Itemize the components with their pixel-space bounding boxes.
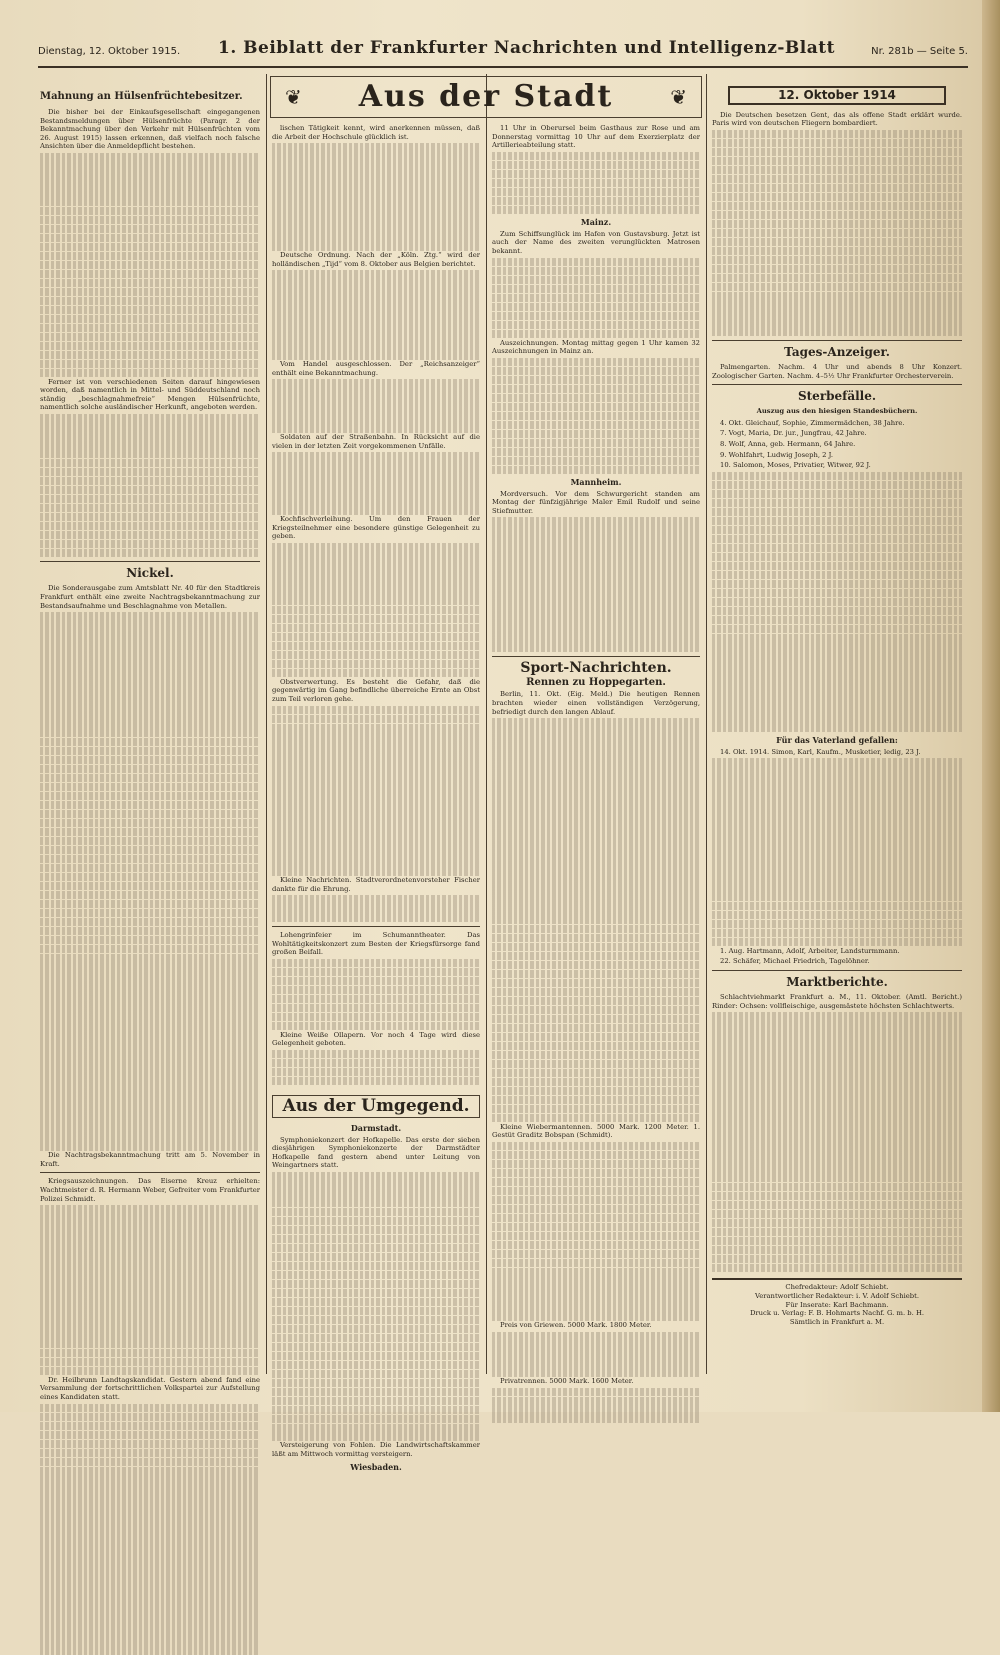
article-text-block — [712, 758, 962, 946]
article-text-block — [492, 258, 700, 338]
article-text-block — [40, 612, 260, 1151]
article-text-block — [492, 1388, 700, 1424]
subhead-wiesbaden: Wiesbaden. — [350, 1461, 402, 1472]
article-paragraph: Symphoniekonzert der Hofkapelle. Das erste der sieben diesjährigen Symphoniekonzerte der Darmstädter Hofkapelle fand gestern abend unter Leitung von Weingartners statt. — [272, 1135, 480, 1170]
article-paragraph: Kriegsauszeichnungen. Das Eiserne Kreuz erhielten: Wachtmeister d. R. Hermann Weber, Gefreiter vom Frankfurter Polizei Schmidt. — [40, 1177, 260, 1203]
subhead-hoppegarten: Rennen zu Hoppegarten. — [526, 676, 666, 688]
article-paragraph: Ferner ist von verschiedenen Seiten darauf hingewiesen worden, daß namentlich in Mittel- und Süddeutschland noch ständig „beschlagnahmefreie“ Mengen Hülsenfrüchte, namentlich solche ausländischer Herkunft, angeboten werden. — [40, 377, 260, 412]
headline-nickel: Nickel. — [126, 566, 174, 581]
article-text-block — [272, 543, 480, 677]
headline-marktberichte: Marktberichte. — [786, 974, 888, 989]
article-text-block — [712, 130, 962, 336]
article-text-block — [272, 270, 480, 359]
article-paragraph: Die Sonderausgabe zum Amtsblatt Nr. 40 für den Stadtkreis Frankfurt enthält eine zweite Nachtragsbekanntmachung zur Bestandsaufnahme und Beschlagnahme von Metallen. — [40, 584, 260, 610]
header-title: 1. Beiblatt der Frankfurter Nachrichten und Intelligenz-Blatt — [218, 38, 835, 58]
page-edge — [982, 0, 1000, 1412]
headline-huelsenfruechte: Mahnung an Hülsenfrüchtebesitzer. — [40, 91, 243, 102]
ornament-icon: ❦ — [285, 85, 302, 109]
article-text-block — [272, 1050, 480, 1086]
article-paragraph: Vom Handel ausgeschlossen. Der „Reichsanzeiger“ enthält eine Bekanntmachung. — [272, 360, 480, 377]
list-item: 7. Vogt, Maria, Dr. jur., Jungfrau, 42 Jahre. — [720, 429, 867, 438]
column-rule — [266, 74, 267, 1374]
chronicle-text: Die Deutschen besetzen Gent, das als offene Stadt erklärt wurde. Paris wird von deutschen Fliegern bombardiert. — [712, 110, 962, 128]
article-paragraph: Versteigerung von Fohlen. Die Landwirtschaftskammer läßt am Mittwoch vormittag versteigern. — [272, 1441, 480, 1459]
impressum-line: Chefredakteur: Adolf Schiebt. — [785, 1283, 889, 1292]
article-text-block — [492, 718, 700, 1122]
article-text-block — [272, 706, 480, 876]
column-3 — [492, 124, 700, 1394]
list-item: 22. Schäfer, Michael Friedrich, Tagelöhner. — [720, 957, 870, 966]
article-paragraph: Mordversuch. Vor dem Schwurgericht standen am Montag der fünfzigjährige Maler Emil Rudolf und seine Stiefmutter. — [492, 489, 700, 515]
headline-sport: Sport-Nachrichten. — [520, 659, 672, 676]
impressum-line: Sämtlich in Frankfurt a. M. — [789, 1317, 885, 1326]
article-paragraph: Deutsche Ordnung. Nach der „Köln. Ztg.“ wird der holländischen „Tijd“ vom 8. Oktober aus Belgien berichtet. — [272, 251, 480, 268]
divider — [40, 561, 260, 562]
article-text-block — [712, 472, 962, 732]
date-box: 12. Oktober 1914 — [728, 86, 946, 105]
headline-tages-anzeiger: Tages-Anzeiger. — [784, 345, 890, 360]
column-4 — [712, 80, 962, 1390]
article-text-block — [272, 379, 480, 433]
article-text-block — [40, 414, 260, 557]
article-paragraph: 11 Uhr in Oberursel beim Gasthaus zur Rose und am Donnerstag vormittag 10 Uhr auf dem Exerzierplatz der Artillerieabteilung statt. — [492, 124, 700, 150]
article-paragraph: Kleine Weiße Ollapern. Vor noch 4 Tage wird diese Gelegenheit geboten. — [272, 1030, 480, 1048]
ornament-icon: ❦ — [670, 85, 687, 109]
article-text-block — [492, 517, 700, 651]
article-paragraph: Obstverwertung. Es besteht die Gefahr, daß die gegenwärtig im Gang befindliche überreiche Ernte an Obst zum Teil verloren gehe. — [272, 677, 480, 703]
tages-text: Palmengarten. Nachm. 4 Uhr und abends 8 Uhr Konzert. Zoologischer Garten. Nachm. 4–5½ Uhr Frankfurter Orchesterverein. — [712, 363, 962, 380]
headline-sterbefaelle: Sterbefälle. — [797, 389, 877, 404]
divider — [712, 340, 962, 341]
article-paragraph: Dr. Heilbrunn Landtagskandidat. Gestern abend fand eine Versammlung der fortschrittlichen Volkspartei zur Aufstellung eines Kandidaten statt. — [40, 1375, 260, 1402]
subhead-gefallen: Für das Vaterland gefallen: — [776, 734, 898, 745]
article-text-block — [272, 452, 480, 515]
markt-text: Schlachtviehmarkt Frankfurt a. M., 11. Oktober. (Amtl. Bericht.) Rinder: Ochsen: vollfleischige, ausgemästete höchsten Schlachtwerts. — [712, 992, 962, 1010]
article-paragraph: Berlin, 11. Okt. (Eig. Meld.) Die heutigen Rennen brachten wieder einen vollständigen Verzögerung, befriedigt durch den langen Ablauf. — [492, 690, 700, 716]
divider — [492, 656, 700, 657]
impressum — [712, 1278, 962, 1326]
article-text-block — [492, 358, 700, 474]
article-paragraph: Die bisher bei der Einkaufsgesellschaft eingegangenen Bestandsmeldungen über Hülsenfrüchte (Paragr. 2 der Bekanntmachung über den Verkehr mit Hülsenfrüchten vom 26. August 1915) lassen erkennen, daß vielfach noch falsche Ansichten über die Anmeldepflicht bestehen. — [40, 108, 260, 151]
article-paragraph: Zum Schiffsunglück im Hafen von Gustavsburg. Jetzt ist auch der Name des zweiten verunglückten Matrosen bekannt. — [492, 229, 700, 256]
article-text-block — [492, 152, 700, 215]
section-title: Aus der Stadt — [358, 79, 614, 114]
article-paragraph: Soldaten auf der Straßenbahn. In Rücksicht auf die vielen in der letzten Zeit vorgekommenen Unfälle. — [272, 433, 480, 450]
list-item: 1. Aug. Hartmann, Adolf, Arbeiter, Landsturmmann. — [720, 946, 900, 955]
divider — [272, 926, 480, 927]
column-2 — [272, 124, 480, 1472]
divider — [40, 1172, 260, 1173]
article-text-block — [272, 143, 480, 250]
column-rule — [706, 74, 707, 1374]
article-text-block — [492, 1332, 700, 1377]
article-text-block — [40, 1404, 260, 1655]
article-paragraph: Privatrennen. 5000 Mark. 1600 Meter. — [500, 1376, 634, 1385]
divider — [712, 970, 962, 971]
article-text-block — [272, 1172, 480, 1441]
article-paragraph: Kleine Wiebermantennen. 5000 Mark. 1200 Meter. 1. Gestüt Graditz Bobspan (Schmidt). — [492, 1122, 700, 1140]
impressum-line: Für Inserate: Karl Bachmann. — [785, 1300, 889, 1309]
header-page-number: Nr. 281b — Seite 5. — [871, 46, 968, 57]
article-text-block — [272, 895, 480, 922]
subhead-mannheim: Mannheim. — [570, 477, 622, 488]
article-paragraph: Kochfischverleihung. Um den Frauen der Kriegsteilnehmer eine besondere günstige Gelegenheit zu geben. — [272, 515, 480, 541]
article-text-block — [40, 1205, 260, 1375]
article-paragraph: Die Nachtragsbekanntmachung tritt am 5. November in Kraft. — [40, 1151, 260, 1168]
article-paragraph: Auszeichnungen. Montag mittag gegen 1 Uhr kamen 32 Auszeichnungen in Mainz an. — [492, 338, 700, 356]
column-1 — [40, 74, 260, 1402]
list-item: 9. Wohlfahrt, Ludwig Joseph, 2 J. — [720, 450, 834, 459]
list-item: 8. Wolf, Anna, geb. Hermann, 64 Jahre. — [720, 440, 856, 448]
subhead-mainz: Mainz. — [580, 217, 612, 228]
article-text-block — [40, 153, 260, 377]
article-paragraph: lischen Tätigkeit kennt, wird anerkennen müssen, daß die Arbeit der Hochschule glücklich ist. — [272, 124, 480, 141]
list-item: 4. Okt. Gleichauf, Sophie, Zimmermädchen, 38 Jahre. — [720, 418, 905, 427]
article-paragraph: Lohengrinfeier im Schumanntheater. Das Wohltätigkeitskonzert zum Besten der Kriegsfürsorge fand großen Beifall. — [272, 930, 480, 957]
subhead-darmstadt: Darmstadt. — [350, 1122, 402, 1133]
divider — [712, 384, 962, 385]
page-header — [38, 36, 968, 68]
article-text-block — [272, 959, 480, 1030]
subhead-sterbefaelle: Auszug aus den hiesigen Standesbüchern. — [756, 407, 918, 416]
impressum-line: Verantwortlicher Redakteur: i. V. Adolf Schiebt. — [754, 1291, 920, 1300]
column-rule — [486, 74, 487, 1374]
section-banner-aus-der-umgegend: Aus der Umgegend. — [272, 1095, 480, 1118]
article-text-block — [492, 1142, 700, 1321]
header-date: Dienstag, 12. Oktober 1915. — [38, 46, 181, 57]
list-item: 14. Okt. 1914. Simon, Karl, Kaufm., Musketier, ledig, 23 J. — [720, 747, 921, 756]
article-text-block — [712, 1012, 962, 1272]
section-banner-aus-der-stadt — [270, 76, 702, 118]
impressum-line: Druck u. Verlag: F. B. Hohmarts Nachf. G. m. b. H. — [749, 1309, 925, 1318]
article-paragraph: Preis von Griewen. 5000 Mark. 1800 Meter. — [500, 1321, 652, 1330]
article-paragraph: Kleine Nachrichten. Stadtverordnetenvorsteher Fischer dankte für die Ehrung. — [272, 876, 480, 893]
list-item: 10. Salomon, Moses, Privatier, Witwer, 92 J. — [720, 461, 871, 470]
